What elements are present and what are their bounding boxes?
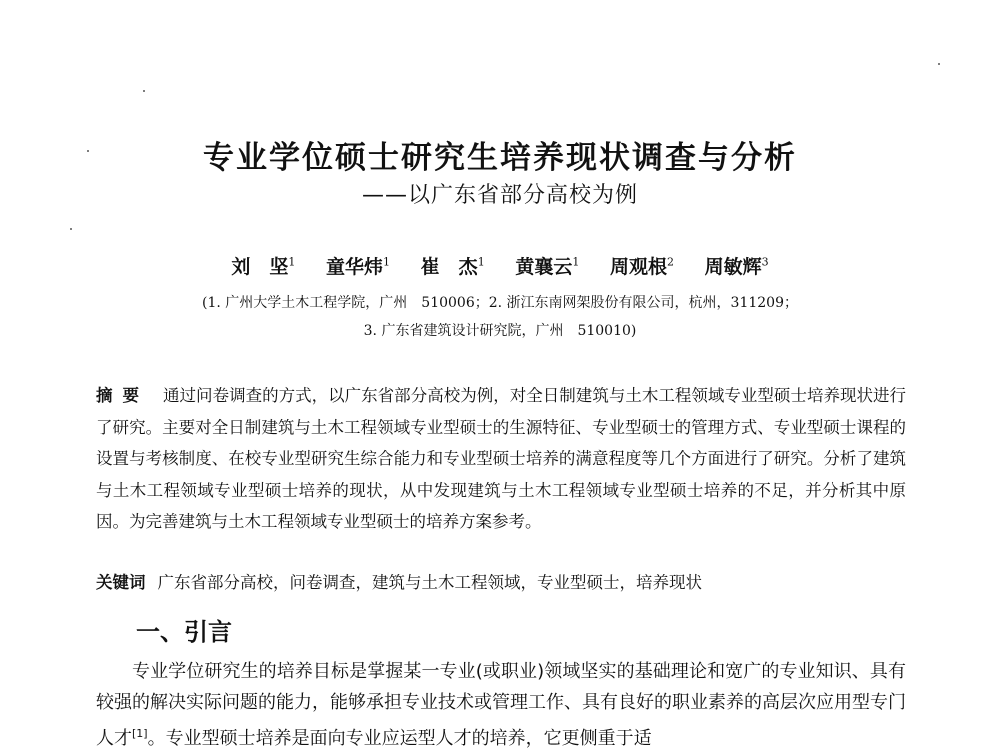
scan-speck <box>70 228 72 230</box>
abstract <box>96 380 906 538</box>
scan-speck <box>87 150 89 152</box>
paper-title: 专业学位硕士研究生培养现状调查与分析 <box>203 140 797 176</box>
author: 童华炜$^1$ <box>326 255 391 278</box>
body-paragraph: 专业学位研究生的培养目标是掌握某一专业(或职业)领域坚实的基础理论和宽广的专业知识、具有较强的解决实际问题的能力，能够承担专业技术或管理工作、具有良好的职业素养的高层次应用型专门人才[1]。专业型硕士培养是面向专业应运型人才的培养，它更侧重于适 <box>96 661 906 749</box>
author: 崔 杰$^1$ <box>420 255 485 278</box>
author: 刘 坚$^1$ <box>231 255 296 278</box>
author-list <box>0 252 1000 279</box>
section-heading: 一、引言 <box>136 618 232 646</box>
citation-ref: [1] <box>132 727 148 740</box>
author: 周观根$^2$ <box>609 255 674 278</box>
scan-speck <box>143 90 145 92</box>
keywords-text: 广东省部分高校，问卷调查，建筑与土木工程领域，专业型硕士，培养现状 <box>157 573 702 592</box>
author: 黄襄云$^1$ <box>515 255 580 278</box>
keywords-label: 关键词 <box>96 573 146 592</box>
abstract-text: 通过问卷调查的方式，以广东省部分高校为例，对全日制建筑与土木工程领域专业型硕士培养现状进行了研究。主要对全日制建筑与土木工程领域专业型硕士的生源特征、专业型硕士的管理方式、专业型硕士课程的设置与考核制度、在校专业型研究生综合能力和专业型硕士培养的满意程度等几个方面进行了研究。分析了建筑与土木工程领域专业型硕士培养的现状，从中发现建筑与土木工程领域专业型硕士培养的不足，并分析其中原因。为完善建筑与土木工程领域专业型硕士的培养方案参考。 <box>96 386 907 531</box>
abstract-label: 摘要 <box>96 386 150 405</box>
scan-speck <box>938 63 940 65</box>
author: 周敏辉$^3$ <box>704 255 769 278</box>
affiliation-line: (1. 广州大学土木工程学院，广州 510006；2. 浙江东南网架股份有限公司，杭州，311209； <box>202 295 798 311</box>
affiliation-line: 3. 广东省建筑设计研究院，广州 510010) <box>363 323 637 339</box>
paper-subtitle: ——以广东省部分高校为例 <box>361 183 638 208</box>
keywords <box>96 569 906 593</box>
